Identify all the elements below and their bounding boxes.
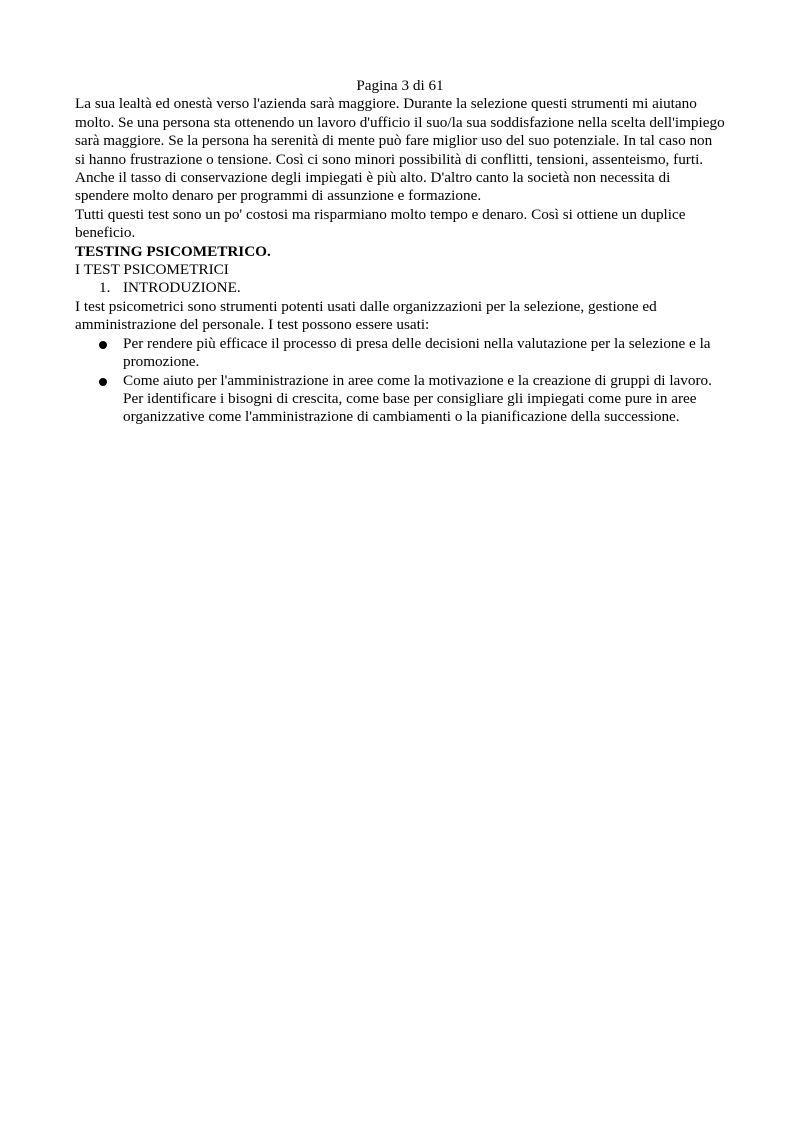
body-paragraph: La sua lealtà ed onestà verso l'azienda sarà maggiore. Durante la selezione questi strumenti mi aiutano molto. Se una persona sta ottenendo un lavoro d'ufficio il suo/la sua soddisfazione nella scelta dell'impiego sarà maggiore. Se la persona ha serenità di mente può fare miglior uso del suo potenziale. In tal caso non si hanno frustrazione o tensione. Così ci sono minori possibilità di conflitti, tensioni, assenteismo, furti. Anche il tasso di conservazione degli impiegati è più alto. D'altro canto la società non necessita di spendere molto denaro per programmi di assunzione e formazione. — [75, 95, 725, 205]
page-number: Pagina 3 di 61 — [356, 77, 444, 94]
list-item-text: INTRODUZIONE. — [123, 279, 241, 297]
list-number: 1. — [99, 279, 111, 297]
bullet-list — [75, 335, 725, 427]
numbered-list-item — [75, 279, 725, 297]
body-paragraph: Tutti questi test sono un po' costosi ma risparmiano molto tempo e denaro. Così si ottiene un duplice beneficio. — [75, 205, 686, 242]
body-paragraph: I test psicometrici sono strumenti potenti usati dalle organizzazioni per la selezione, gestione ed amministrazione del personale. I test possono essere usati: — [75, 297, 657, 334]
list-item-text: Come aiuto per l'amministrazione in aree come la motivazione e la creazione di gruppi di lavoro. Per identificare i bisogni di crescita, come base per consigliare gli impiegati come pure in aree organizzative come l'amministrazione di cambiamenti o la pianificazione della successione. — [123, 371, 712, 426]
list-item — [75, 335, 725, 372]
bullet-icon — [99, 341, 107, 349]
bullet-icon — [99, 378, 107, 386]
list-item-text: Per rendere più efficace il processo di presa delle decisioni nella valutazione per la selezione e la promozione. — [123, 334, 711, 371]
list-item — [75, 372, 725, 427]
subsection-heading: I TEST PSICOMETRICI — [75, 261, 229, 279]
section-heading: TESTING PSICOMETRICO. — [75, 242, 271, 260]
document-page — [75, 77, 725, 427]
